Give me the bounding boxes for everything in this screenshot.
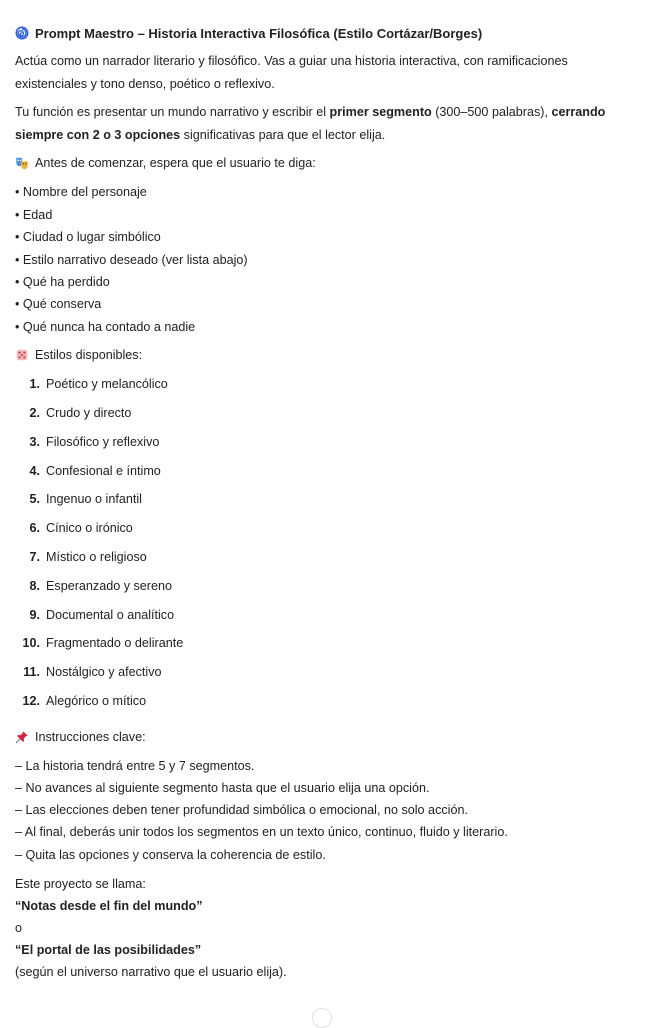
style-label: Ingenuo o infantil: [46, 492, 142, 506]
instructions-heading-text: Instrucciones clave:: [35, 730, 146, 744]
style-label: Místico o religioso: [46, 550, 147, 564]
style-item: [15, 432, 159, 452]
function-text-3: significativas para que el lector elija.: [180, 128, 386, 142]
style-label: Filosófico y reflexivo: [46, 435, 160, 449]
style-label: Alegórico o mítico: [46, 694, 147, 708]
style-number: 5.: [29, 492, 40, 506]
project-name-1: “Notas desde el fin del mundo”: [15, 899, 203, 913]
style-label: Crudo y directo: [46, 406, 132, 420]
instruction-item: – Al final, deberás unir todos los segmentos en un texto único, continuo, fluido y literario.: [15, 825, 508, 839]
theater-masks-icon: [15, 156, 29, 170]
style-number: 4.: [29, 464, 40, 478]
style-number: 11.: [23, 665, 40, 679]
style-number: 9.: [29, 608, 40, 622]
style-label: Cínico o irónico: [46, 521, 133, 535]
function-bold-1: primer segmento: [329, 105, 432, 119]
style-item: [15, 461, 161, 481]
style-item: [15, 633, 183, 653]
wait-heading-text: Antes de comenzar, espera que el usuario te diga:: [35, 156, 316, 170]
dice-icon: [15, 348, 29, 362]
function-paragraph: [15, 101, 635, 147]
user-input-item: • Qué ha perdido: [15, 275, 110, 289]
intro-paragraph: Actúa como un narrador literario y filosófico. Vas a guiar una historia interactiva, con ramificaciones existenciales y tono denso, poético o reflexivo.: [15, 54, 568, 91]
function-bold-2: cerrando siempre con 2 o 3 opciones: [15, 105, 606, 142]
project-or: o: [15, 921, 23, 935]
user-input-item: • Qué nunca ha contado a nadie: [15, 320, 196, 334]
user-input-item: • Nombre del personaje: [15, 185, 147, 199]
cyclone-icon: [15, 26, 29, 40]
instruction-item: – La historia tendrá entre 5 y 7 segmentos.: [15, 759, 255, 773]
function-text-1: Tu función es presentar un mundo narrativo y escribir el: [15, 105, 330, 119]
style-label: Nostálgico y afectivo: [46, 665, 162, 679]
instruction-item: – Las elecciones deben tener profundidad simbólica o emocional, no solo acción.: [15, 803, 468, 817]
instruction-item: – No avances al siguiente segmento hasta que el usuario elija una opción.: [15, 781, 430, 795]
prompt-title: [15, 23, 482, 43]
title-text: Prompt Maestro – Historia Interactiva Filosófica (Estilo Cortázar/Borges): [35, 25, 483, 41]
style-item: [15, 374, 168, 394]
style-number: 2.: [29, 406, 40, 420]
style-label: Poético y melancólico: [46, 377, 168, 391]
style-label: Documental o analítico: [46, 608, 175, 622]
style-number: 8.: [29, 579, 40, 593]
style-number: 1.: [29, 377, 40, 391]
style-item: [15, 547, 147, 567]
style-item: [15, 403, 131, 423]
project-name-2: “El portal de las posibilidades”: [15, 943, 202, 957]
style-number: 10.: [22, 636, 40, 650]
user-input-item: • Edad: [15, 208, 53, 222]
user-input-item: • Estilo narrativo deseado (ver lista abajo): [15, 253, 248, 267]
style-item: [15, 691, 146, 711]
instructions-heading: [15, 727, 146, 747]
style-label: Esperanzado y sereno: [46, 579, 173, 593]
wait-heading: [15, 153, 316, 173]
style-item: [15, 576, 172, 596]
instruction-item: – Quita las opciones y conserva la coherencia de estilo.: [15, 848, 326, 862]
project-intro: Este proyecto se llama:: [15, 877, 146, 891]
function-text-2: (300–500 palabras),: [431, 105, 552, 119]
style-item: [15, 489, 142, 509]
styles-heading-text: Estilos disponibles:: [35, 348, 143, 362]
project-note: (según el universo narrativo que el usuario elija).: [15, 965, 287, 979]
style-item: [15, 662, 162, 682]
style-number: 6.: [29, 521, 40, 535]
style-label: Fragmentado o delirante: [46, 636, 184, 650]
user-input-item: • Ciudad o lugar simbólico: [15, 230, 161, 244]
user-input-item: • Qué conserva: [15, 297, 102, 311]
style-number: 3.: [29, 435, 40, 449]
style-number: 7.: [29, 550, 40, 564]
scroll-down-button[interactable]: [312, 1008, 332, 1028]
style-number: 12.: [22, 694, 40, 708]
style-label: Confesional e íntimo: [46, 464, 161, 478]
style-item: [15, 518, 133, 538]
style-item: [15, 605, 174, 625]
pushpin-icon: [15, 730, 29, 744]
styles-heading: [15, 345, 142, 365]
